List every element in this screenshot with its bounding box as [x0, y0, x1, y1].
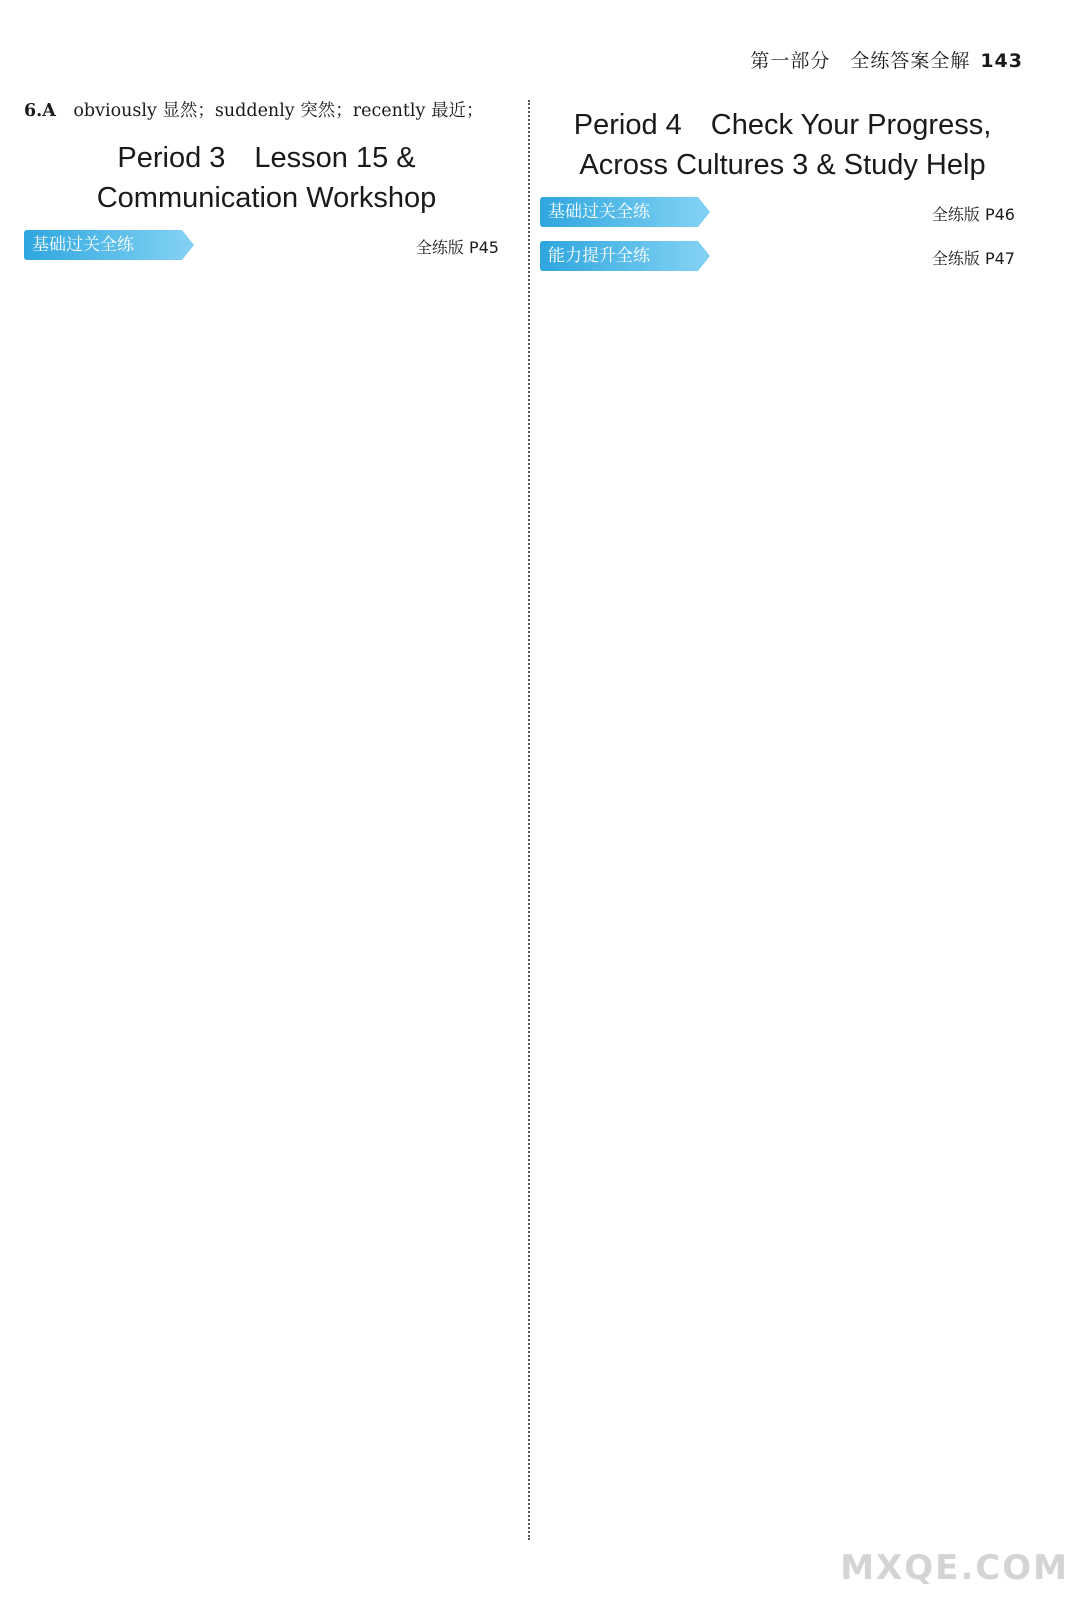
column-divider [528, 100, 530, 1540]
period-3-title [24, 138, 509, 218]
page-number: 143 [980, 50, 1023, 72]
watermark: MXQE.COM [840, 1548, 1069, 1588]
right-column [540, 95, 1025, 281]
section-page-ref: 全练版 P47 [931, 249, 1015, 268]
section-bar [540, 237, 1025, 275]
left-answers-top [24, 95, 509, 128]
section-label: 基础过关全练 [24, 230, 182, 260]
period-title-line: Period 4 Check Your Progress, [573, 109, 992, 141]
period-4-title [540, 105, 1025, 185]
answer-line [24, 95, 509, 128]
section-bar [24, 226, 509, 264]
period-title-line: Communication Workshop [96, 181, 437, 214]
section-page-ref: 全练版 P45 [415, 237, 499, 257]
left-column [24, 95, 509, 270]
period-title-line: Across Cultures 3 & Study Help [579, 149, 986, 181]
header-section: 第一部分 全练答案全解 [750, 50, 971, 72]
section-page-ref: 全练版 P46 [931, 205, 1015, 224]
period-title-line: Period 3 Lesson 15 & [117, 141, 416, 174]
section-label: 基础过关全练 [540, 197, 698, 227]
question-number: 6.A [24, 101, 56, 121]
section-bar [540, 193, 1025, 231]
section-label: 能力提升全练 [540, 241, 698, 271]
answer-text: obviously 显然；suddenly 突然；recently 最近； [73, 101, 484, 121]
running-header [750, 46, 1023, 73]
